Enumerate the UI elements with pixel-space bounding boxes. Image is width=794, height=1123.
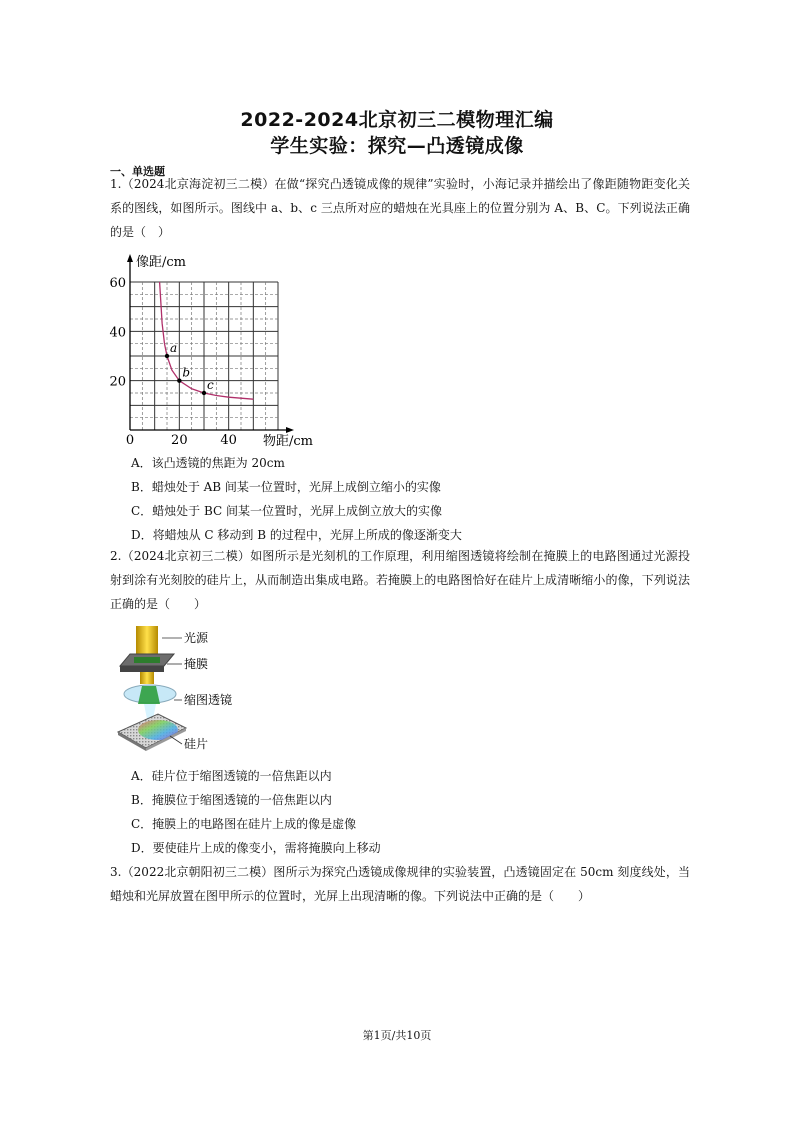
q2-option-a: A．硅片位于缩图透镜的一倍焦距以内: [131, 769, 332, 783]
question-3-stem: 3.（2022北京朝阳初三二模）图所示为探究凸透镜成像规律的实验装置，凸透镜固定在 50cm 刻度线处，当蜡烛和光屏放置在图甲所示的位置时，光屏上出现清晰的像。下列说法中正确的是（ ）: [110, 865, 690, 903]
light-beam-lower: [140, 672, 154, 684]
x-axis-arrow: [286, 427, 294, 433]
document-subtitle: 学生实验：探究—凸透镜成像: [270, 135, 524, 157]
y-tick-label: 60: [109, 276, 126, 291]
y-axis-arrow: [127, 254, 133, 262]
mask-plate-front: [120, 666, 164, 672]
q1-option-c: C．蜡烛处于 BC 间某一位置时，光屏上成倒立放大的实像: [131, 504, 443, 518]
label-reduction-lens: 缩图透镜: [184, 693, 233, 707]
document-title: 2022-2024北京初三二模物理汇编: [240, 109, 554, 131]
point-label-a: a: [170, 341, 178, 355]
q1-option-b: B．蜡烛处于 AB 间某一位置时，光屏上成倒立缩小的实像: [131, 480, 441, 494]
x-axis-label: 物距/cm: [263, 434, 313, 448]
image-distance-chart: [100, 248, 340, 448]
question-1-stem: 1.（2024北京海淀初三二模）在做“探究凸透镜成像的规律”实验时，小海记录并描绘出了像距随物距变化关系的图线，如图所示。图线中 a、b、c 三点所对应的蜡烛在光具座上的位置分别为 A、B、C。下列说法正确的是（ ）: [110, 177, 690, 239]
y-tick-label: 20: [109, 374, 126, 390]
label-mask: 掩膜: [184, 657, 209, 671]
chart-labels: [109, 255, 313, 448]
x-tick-label: 20: [171, 433, 188, 448]
data-point-c: [202, 391, 206, 395]
x-tick-label: 40: [220, 433, 237, 448]
y-axis-label: 像距/cm: [136, 255, 186, 270]
point-label-b: b: [182, 365, 191, 380]
y-tick-label: 40: [109, 325, 126, 341]
q1-option-a: A．该凸透镜的焦距为 20cm: [131, 456, 285, 470]
section-heading: 一、单选题: [110, 165, 165, 178]
question-2-stem: 2.（2024北京初三二模）如图所示是光刻机的工作原理，利用缩图透镜将绘制在掩膜上的电路图通过光源投射到涂有光刻胶的硅片上，从而制造出集成电路。若掩膜上的电路图恰好在硅片上成清晰缩小的像，下列说法正确的是（ ）: [110, 549, 690, 611]
x-tick-label: 0: [125, 433, 135, 448]
label-light-source: 光源: [184, 631, 209, 645]
chart-grid: [130, 282, 278, 430]
label-wafer: 硅片: [184, 737, 209, 751]
page-footer: 第1页/共10页: [362, 1029, 432, 1042]
q2-option-d: D．要使硅片上成的像变小，需将掩膜向上移动: [131, 841, 381, 855]
point-label-c: c: [207, 378, 214, 392]
data-point-a: [165, 354, 169, 358]
data-point-b: [177, 378, 181, 382]
lithography-diagram: [112, 624, 262, 764]
q2-option-b: B．掩膜位于缩图透镜的一倍焦距以内: [131, 793, 332, 807]
q1-option-d: D．将蜡烛从 C 移动到 B 的过程中，光屏上所成的像逐渐变大: [131, 528, 462, 542]
q2-option-c: C．掩膜上的电路图在硅片上成的像是虚像: [131, 817, 357, 831]
